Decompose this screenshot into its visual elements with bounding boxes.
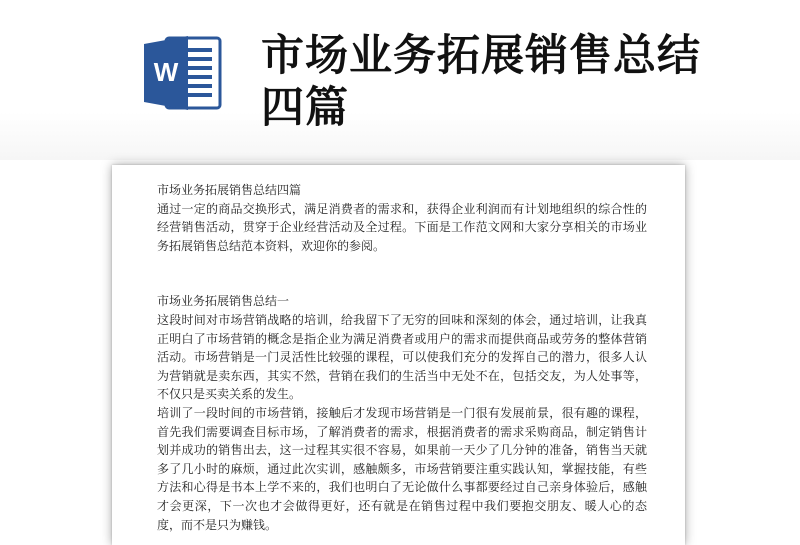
word-document-icon (142, 32, 224, 114)
svg-text:W: W (153, 57, 179, 87)
paragraph-1: 这段时间对市场营销战略的培训，给我留下了无穷的回味和深刻的体会，通过培训，让我真正明白了市场营销的概念是指企业为满足消费者或用户的需求而提供商品或劳务的整体营销活动。市场营销是一门灵活性比较强的课程，可以使我们充分的发挥自己的潜力，很多人认为营销就是卖东西，其实不然，营销在我们的生活当中无处不在，包括交友，为人处事等，不仅只是买卖关系的发生。 (157, 312, 647, 402)
page-title: 市场业务拓展销售总结四篇 (261, 31, 701, 133)
paragraph-gap (157, 255, 647, 292)
document-intro: 通过一定的商品交换形式，满足消费者的需求和，获得企业利润而有计划地组织的综合性的经营销售活动，贯穿于企业经营活动及全过程。下面是工作范文网和大家分享相关的市场业务拓展销售总结范本资料，欢迎你的参阅。 (157, 201, 647, 253)
document-heading: 市场业务拓展销售总结四篇 (157, 183, 302, 197)
document-body (157, 181, 647, 534)
paragraph-2: 培训了一段时间的市场营销，接触后才发现市场营销是一门很有发展前景，很有趣的课程，首先我们需要调查目标市场，了解消费者的需求，根据消费者的需求采购商品，制定销售计划并成功的销售出去，这一过程其实很不容易，如果前一天少了几分钟的准备，销售当天就多了几小时的麻烦，通过此次实训，感触颇多，市场营销要注重实践认知，掌握技能，有些方法和心得是书本上学不来的，我们也明白了无论做什么事都要经过自己亲身体验后，感触才会更深，下一次也才会做得更好，还有就是在销售过程中我们要抱交朋友、暖人心的态度，而不是只为赚钱。 (157, 405, 647, 532)
section-title: 市场业务拓展销售总结一 (157, 294, 290, 309)
